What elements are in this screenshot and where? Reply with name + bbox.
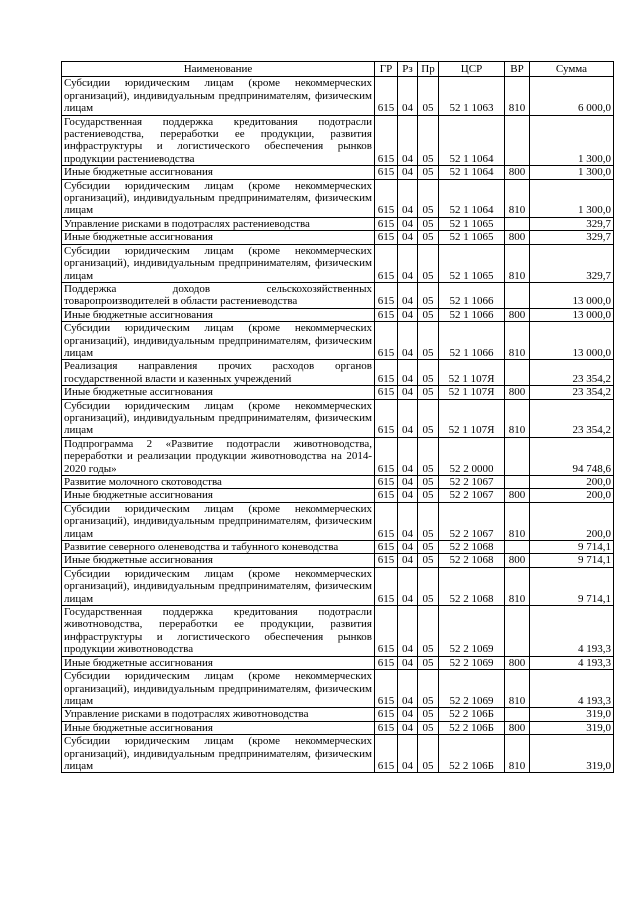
sum-cell: 6 000,0 bbox=[530, 77, 614, 115]
gr-cell: 615 bbox=[375, 115, 398, 166]
gr-cell: 615 bbox=[375, 308, 398, 321]
table-body bbox=[62, 77, 614, 773]
csr-cell: 52 2 1068 bbox=[439, 567, 505, 605]
sum-cell: 200,0 bbox=[530, 502, 614, 540]
pr-cell: 05 bbox=[418, 656, 439, 669]
name-cell: Иные бюджетные ассигнования bbox=[62, 386, 375, 399]
csr-cell: 52 2 1069 bbox=[439, 606, 505, 657]
csr-cell: 52 2 1067 bbox=[439, 476, 505, 489]
table-row bbox=[62, 166, 614, 179]
column-header-sum: Сумма bbox=[530, 62, 614, 77]
gr-cell: 615 bbox=[375, 77, 398, 115]
csr-cell: 52 1 1064 bbox=[439, 179, 505, 217]
sum-cell: 1 300,0 bbox=[530, 179, 614, 217]
vr-cell: 810 bbox=[505, 567, 530, 605]
gr-cell: 615 bbox=[375, 217, 398, 230]
rz-cell: 04 bbox=[398, 476, 418, 489]
name-cell: Иные бюджетные ассигнования bbox=[62, 308, 375, 321]
vr-cell bbox=[505, 217, 530, 230]
sum-cell: 200,0 bbox=[530, 476, 614, 489]
name-cell: Иные бюджетные ассигнования bbox=[62, 721, 375, 734]
gr-cell: 615 bbox=[375, 231, 398, 244]
table-row bbox=[62, 606, 614, 657]
pr-cell: 05 bbox=[418, 322, 439, 360]
vr-cell: 800 bbox=[505, 231, 530, 244]
pr-cell: 05 bbox=[418, 308, 439, 321]
pr-cell: 05 bbox=[418, 179, 439, 217]
sum-cell: 13 000,0 bbox=[530, 308, 614, 321]
name-cell: Иные бюджетные ассигнования bbox=[62, 489, 375, 502]
gr-cell: 615 bbox=[375, 476, 398, 489]
table-row bbox=[62, 554, 614, 567]
pr-cell: 05 bbox=[418, 541, 439, 554]
gr-cell: 615 bbox=[375, 708, 398, 721]
pr-cell: 05 bbox=[418, 735, 439, 773]
vr-cell: 810 bbox=[505, 399, 530, 437]
rz-cell: 04 bbox=[398, 735, 418, 773]
pr-cell: 05 bbox=[418, 476, 439, 489]
sum-cell: 23 354,2 bbox=[530, 386, 614, 399]
table-row bbox=[62, 567, 614, 605]
pr-cell: 05 bbox=[418, 115, 439, 166]
table-row bbox=[62, 476, 614, 489]
csr-cell: 52 2 106Б bbox=[439, 708, 505, 721]
vr-cell bbox=[505, 360, 530, 386]
vr-cell: 800 bbox=[505, 656, 530, 669]
gr-cell: 615 bbox=[375, 386, 398, 399]
vr-cell: 800 bbox=[505, 554, 530, 567]
table-row bbox=[62, 77, 614, 115]
rz-cell: 04 bbox=[398, 708, 418, 721]
name-cell: Поддержка доходов сельскохозяйственных товаропроизводителей в области растениеводства bbox=[62, 282, 375, 308]
csr-cell: 52 1 1066 bbox=[439, 322, 505, 360]
name-cell: Государственная поддержка кредитования подотрасли животноводства, переработки ее продукции, развития инфраструктуры и логистического обеспечения рынков продукции животноводства bbox=[62, 606, 375, 657]
sum-cell: 23 354,2 bbox=[530, 399, 614, 437]
rz-cell: 04 bbox=[398, 606, 418, 657]
column-header-name: Наименование bbox=[62, 62, 375, 77]
csr-cell: 52 2 0000 bbox=[439, 437, 505, 475]
name-cell: Реализация направления прочих расходов органов государственной власти и казенных учреждений bbox=[62, 360, 375, 386]
rz-cell: 04 bbox=[398, 541, 418, 554]
gr-cell: 615 bbox=[375, 360, 398, 386]
vr-cell bbox=[505, 115, 530, 166]
vr-cell: 810 bbox=[505, 77, 530, 115]
vr-cell: 800 bbox=[505, 308, 530, 321]
rz-cell: 04 bbox=[398, 399, 418, 437]
pr-cell: 05 bbox=[418, 502, 439, 540]
sum-cell: 4 193,3 bbox=[530, 606, 614, 657]
sum-cell: 23 354,2 bbox=[530, 360, 614, 386]
csr-cell: 52 2 1069 bbox=[439, 670, 505, 708]
gr-cell: 615 bbox=[375, 656, 398, 669]
sum-cell: 4 193,3 bbox=[530, 656, 614, 669]
name-cell: Субсидии юридическим лицам (кроме некоммерческих организаций), индивидуальным предпринимателям, физическим лицам bbox=[62, 399, 375, 437]
sum-cell: 9 714,1 bbox=[530, 554, 614, 567]
gr-cell: 615 bbox=[375, 489, 398, 502]
table-header-row bbox=[62, 62, 614, 77]
column-header-pr: Пр bbox=[418, 62, 439, 77]
table-row bbox=[62, 670, 614, 708]
sum-cell: 319,0 bbox=[530, 708, 614, 721]
vr-cell: 800 bbox=[505, 489, 530, 502]
sum-cell: 319,0 bbox=[530, 721, 614, 734]
pr-cell: 05 bbox=[418, 399, 439, 437]
sum-cell: 94 748,6 bbox=[530, 437, 614, 475]
name-cell: Субсидии юридическим лицам (кроме некоммерческих организаций), индивидуальным предпринимателям, физическим лицам bbox=[62, 670, 375, 708]
vr-cell bbox=[505, 476, 530, 489]
sum-cell: 4 193,3 bbox=[530, 670, 614, 708]
table-row bbox=[62, 231, 614, 244]
gr-cell: 615 bbox=[375, 166, 398, 179]
name-cell: Субсидии юридическим лицам (кроме некоммерческих организаций), индивидуальным предпринимателям, физическим лицам bbox=[62, 244, 375, 282]
pr-cell: 05 bbox=[418, 386, 439, 399]
table-row bbox=[62, 541, 614, 554]
rz-cell: 04 bbox=[398, 554, 418, 567]
gr-cell: 615 bbox=[375, 399, 398, 437]
gr-cell: 615 bbox=[375, 735, 398, 773]
pr-cell: 05 bbox=[418, 606, 439, 657]
gr-cell: 615 bbox=[375, 567, 398, 605]
csr-cell: 52 2 1067 bbox=[439, 502, 505, 540]
csr-cell: 52 1 1066 bbox=[439, 282, 505, 308]
table-row bbox=[62, 502, 614, 540]
csr-cell: 52 1 1064 bbox=[439, 115, 505, 166]
pr-cell: 05 bbox=[418, 437, 439, 475]
pr-cell: 05 bbox=[418, 282, 439, 308]
rz-cell: 04 bbox=[398, 721, 418, 734]
gr-cell: 615 bbox=[375, 670, 398, 708]
rz-cell: 04 bbox=[398, 502, 418, 540]
pr-cell: 05 bbox=[418, 360, 439, 386]
gr-cell: 615 bbox=[375, 554, 398, 567]
pr-cell: 05 bbox=[418, 166, 439, 179]
gr-cell: 615 bbox=[375, 606, 398, 657]
name-cell: Иные бюджетные ассигнования bbox=[62, 166, 375, 179]
table-row bbox=[62, 735, 614, 773]
rz-cell: 04 bbox=[398, 489, 418, 502]
name-cell: Иные бюджетные ассигнования bbox=[62, 231, 375, 244]
csr-cell: 52 1 107Я bbox=[439, 360, 505, 386]
vr-cell: 810 bbox=[505, 670, 530, 708]
table-row bbox=[62, 217, 614, 230]
sum-cell: 9 714,1 bbox=[530, 541, 614, 554]
vr-cell bbox=[505, 606, 530, 657]
rz-cell: 04 bbox=[398, 231, 418, 244]
table-row bbox=[62, 244, 614, 282]
csr-cell: 52 1 1063 bbox=[439, 77, 505, 115]
pr-cell: 05 bbox=[418, 708, 439, 721]
pr-cell: 05 bbox=[418, 77, 439, 115]
vr-cell: 800 bbox=[505, 166, 530, 179]
csr-cell: 52 1 1065 bbox=[439, 244, 505, 282]
sum-cell: 329,7 bbox=[530, 231, 614, 244]
csr-cell: 52 1 1064 bbox=[439, 166, 505, 179]
name-cell: Субсидии юридическим лицам (кроме некоммерческих организаций), индивидуальным предпринимателям, физическим лицам bbox=[62, 322, 375, 360]
table-row bbox=[62, 360, 614, 386]
sum-cell: 319,0 bbox=[530, 735, 614, 773]
table-row bbox=[62, 322, 614, 360]
gr-cell: 615 bbox=[375, 721, 398, 734]
sum-cell: 9 714,1 bbox=[530, 567, 614, 605]
gr-cell: 615 bbox=[375, 322, 398, 360]
rz-cell: 04 bbox=[398, 437, 418, 475]
csr-cell: 52 2 1069 bbox=[439, 656, 505, 669]
rz-cell: 04 bbox=[398, 217, 418, 230]
gr-cell: 615 bbox=[375, 244, 398, 282]
name-cell: Развитие молочного скотоводства bbox=[62, 476, 375, 489]
name-cell: Субсидии юридическим лицам (кроме некоммерческих организаций), индивидуальным предпринимателям, физическим лицам bbox=[62, 567, 375, 605]
rz-cell: 04 bbox=[398, 322, 418, 360]
csr-cell: 52 2 106Б bbox=[439, 721, 505, 734]
csr-cell: 52 2 106Б bbox=[439, 735, 505, 773]
table-row bbox=[62, 399, 614, 437]
csr-cell: 52 2 1068 bbox=[439, 541, 505, 554]
rz-cell: 04 bbox=[398, 244, 418, 282]
table-row bbox=[62, 437, 614, 475]
vr-cell bbox=[505, 541, 530, 554]
column-header-csr: ЦСР bbox=[439, 62, 505, 77]
csr-cell: 52 2 1068 bbox=[439, 554, 505, 567]
pr-cell: 05 bbox=[418, 231, 439, 244]
csr-cell: 52 1 107Я bbox=[439, 386, 505, 399]
rz-cell: 04 bbox=[398, 656, 418, 669]
gr-cell: 615 bbox=[375, 541, 398, 554]
sum-cell: 13 000,0 bbox=[530, 322, 614, 360]
sum-cell: 1 300,0 bbox=[530, 166, 614, 179]
csr-cell: 52 1 1065 bbox=[439, 231, 505, 244]
rz-cell: 04 bbox=[398, 308, 418, 321]
rz-cell: 04 bbox=[398, 77, 418, 115]
vr-cell: 810 bbox=[505, 735, 530, 773]
budget-table bbox=[61, 61, 614, 773]
pr-cell: 05 bbox=[418, 670, 439, 708]
table-row bbox=[62, 708, 614, 721]
name-cell: Субсидии юридическим лицам (кроме некоммерческих организаций), индивидуальным предпринимателям, физическим лицам bbox=[62, 502, 375, 540]
name-cell: Управление рисками в подотраслях растениеводства bbox=[62, 217, 375, 230]
pr-cell: 05 bbox=[418, 554, 439, 567]
name-cell: Подпрограмма 2 «Развитие подотрасли животноводства, переработки и реализации продукции животноводства на 2014-2020 годы» bbox=[62, 437, 375, 475]
table-row bbox=[62, 179, 614, 217]
sum-cell: 329,7 bbox=[530, 217, 614, 230]
column-header-gr: ГР bbox=[375, 62, 398, 77]
csr-cell: 52 1 1065 bbox=[439, 217, 505, 230]
vr-cell: 810 bbox=[505, 322, 530, 360]
table-row bbox=[62, 656, 614, 669]
vr-cell: 810 bbox=[505, 244, 530, 282]
vr-cell: 800 bbox=[505, 721, 530, 734]
pr-cell: 05 bbox=[418, 489, 439, 502]
rz-cell: 04 bbox=[398, 166, 418, 179]
name-cell: Субсидии юридическим лицам (кроме некоммерческих организаций), индивидуальным предпринимателям, физическим лицам bbox=[62, 77, 375, 115]
table-row bbox=[62, 489, 614, 502]
table-row bbox=[62, 115, 614, 166]
csr-cell: 52 1 1066 bbox=[439, 308, 505, 321]
sum-cell: 329,7 bbox=[530, 244, 614, 282]
csr-cell: 52 2 1067 bbox=[439, 489, 505, 502]
gr-cell: 615 bbox=[375, 282, 398, 308]
sum-cell: 1 300,0 bbox=[530, 115, 614, 166]
rz-cell: 04 bbox=[398, 282, 418, 308]
rz-cell: 04 bbox=[398, 179, 418, 217]
vr-cell bbox=[505, 437, 530, 475]
gr-cell: 615 bbox=[375, 179, 398, 217]
pr-cell: 05 bbox=[418, 244, 439, 282]
name-cell: Государственная поддержка кредитования подотрасли растениеводства, переработки ее продукции, развития инфраструктуры и логистического обеспечения рынков продукции растениеводства bbox=[62, 115, 375, 166]
sum-cell: 200,0 bbox=[530, 489, 614, 502]
gr-cell: 615 bbox=[375, 502, 398, 540]
vr-cell bbox=[505, 282, 530, 308]
table-row bbox=[62, 721, 614, 734]
rz-cell: 04 bbox=[398, 386, 418, 399]
gr-cell: 615 bbox=[375, 437, 398, 475]
vr-cell: 800 bbox=[505, 386, 530, 399]
column-header-vr: ВР bbox=[505, 62, 530, 77]
vr-cell bbox=[505, 708, 530, 721]
name-cell: Иные бюджетные ассигнования bbox=[62, 656, 375, 669]
table-row bbox=[62, 282, 614, 308]
rz-cell: 04 bbox=[398, 670, 418, 708]
vr-cell: 810 bbox=[505, 179, 530, 217]
pr-cell: 05 bbox=[418, 567, 439, 605]
name-cell: Субсидии юридическим лицам (кроме некоммерческих организаций), индивидуальным предпринимателям, физическим лицам bbox=[62, 735, 375, 773]
name-cell: Субсидии юридическим лицам (кроме некоммерческих организаций), индивидуальным предпринимателям, физическим лицам bbox=[62, 179, 375, 217]
column-header-rz: Рз bbox=[398, 62, 418, 77]
pr-cell: 05 bbox=[418, 721, 439, 734]
name-cell: Развитие северного оленеводства и табунного коневодства bbox=[62, 541, 375, 554]
name-cell: Иные бюджетные ассигнования bbox=[62, 554, 375, 567]
table-row bbox=[62, 386, 614, 399]
vr-cell: 810 bbox=[505, 502, 530, 540]
table-row bbox=[62, 308, 614, 321]
rz-cell: 04 bbox=[398, 360, 418, 386]
rz-cell: 04 bbox=[398, 115, 418, 166]
sum-cell: 13 000,0 bbox=[530, 282, 614, 308]
name-cell: Управление рисками в подотраслях животноводства bbox=[62, 708, 375, 721]
rz-cell: 04 bbox=[398, 567, 418, 605]
csr-cell: 52 1 107Я bbox=[439, 399, 505, 437]
pr-cell: 05 bbox=[418, 217, 439, 230]
